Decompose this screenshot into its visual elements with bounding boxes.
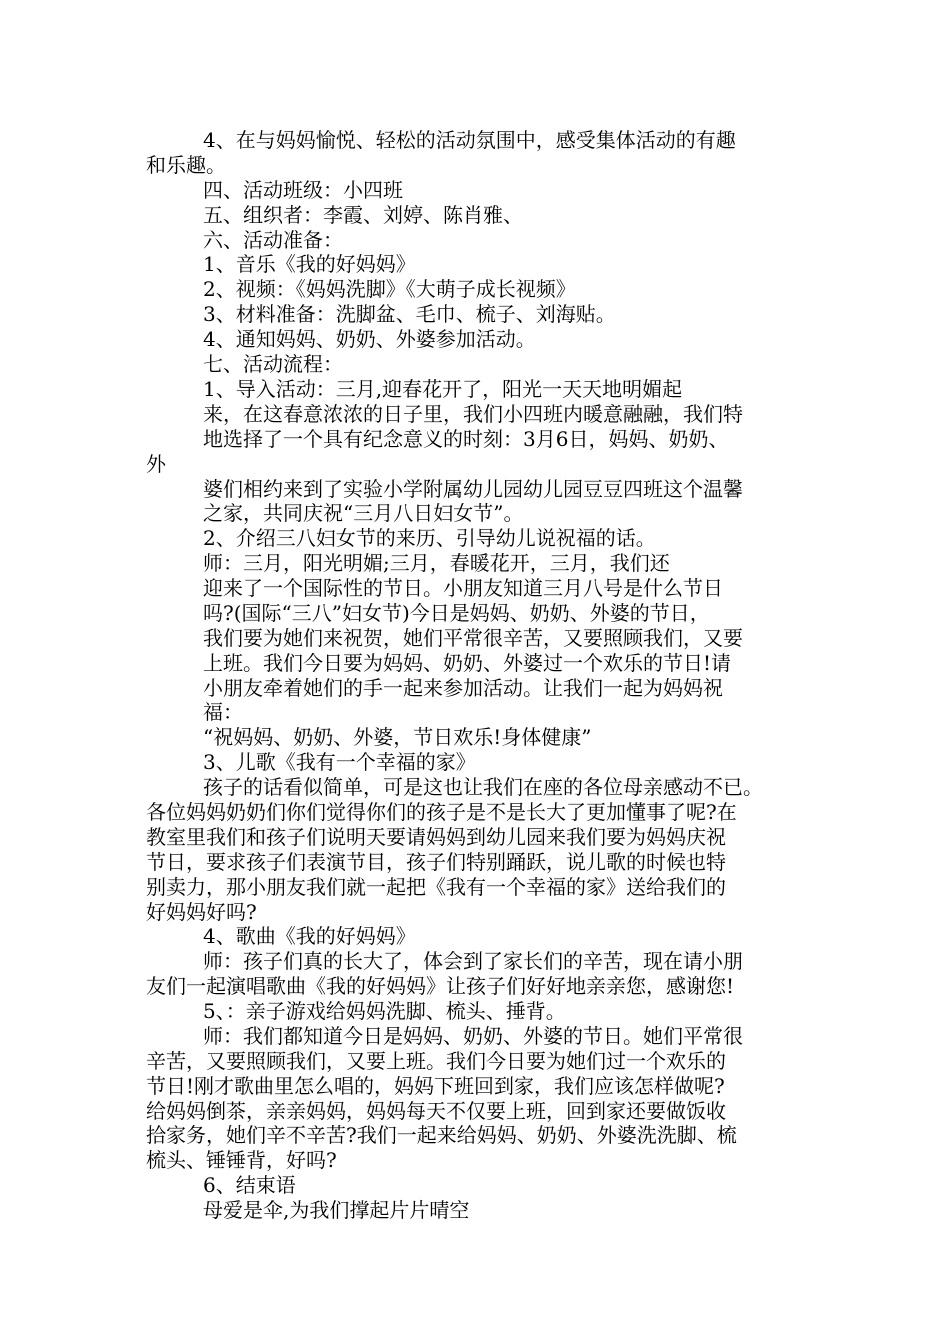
- text-line: 师：孩子们真的长大了，体会到了家长们的辛苦，现在请小朋: [203, 949, 743, 973]
- text-line: 母爱是伞,为我们撑起片片晴空: [203, 1198, 470, 1222]
- text-line: 各位妈妈奶奶们你们觉得你们的孩子是不是长大了更加懂事了呢?在: [146, 800, 737, 824]
- text-line: 和乐趣。: [146, 153, 226, 177]
- text-line: 五、组织者：李霞、刘婷、陈肖雅、: [203, 203, 523, 227]
- text-line: 给妈妈倒茶，亲亲妈妈，妈妈每天不仅要上班，回到家还要做饭收: [146, 1099, 726, 1123]
- text-line: 外: [146, 452, 166, 476]
- text-line: 2、介绍三八妇女节的来历、引导幼儿说祝福的话。: [203, 526, 656, 550]
- text-line: 5、：亲子游戏给妈妈洗脚、梳头、捶背。: [203, 999, 566, 1023]
- text-line: “祝妈妈、奶奶、外婆，节日欢乐!身体健康”: [203, 725, 592, 749]
- text-line: 地选择了一个具有纪念意义的时刻：3月6日，妈妈、奶奶、: [203, 427, 729, 451]
- text-line: 迎来了一个国际性的节日。小朋友知道三月八号是什么节日: [203, 576, 723, 600]
- text-line: 福：: [203, 700, 243, 724]
- text-line: 孩子的话看似简单，可是这也让我们在座的各位母亲感动不已。: [203, 775, 763, 799]
- text-line: 四、活动班级：小四班: [203, 178, 403, 202]
- text-line: 别卖力，那小朋友我们就一起把《我有一个幸福的家》送给我们的: [146, 875, 726, 899]
- text-line: 之家，共同庆祝“三月八日妇女节”。: [203, 501, 524, 525]
- text-line: 六、活动准备：: [203, 228, 343, 252]
- text-line: 节日!刚才歌曲里怎么唱的，妈妈下班回到家，我们应该怎样做呢?: [146, 1074, 725, 1098]
- text-line: 1、导入活动：三月,迎春花开了，阳光一天天地明媚起: [203, 377, 683, 401]
- text-line: 我们要为她们来祝贺，她们平常很辛苦，又要照顾我们，又要: [203, 626, 743, 650]
- text-line: 好妈妈好吗?: [146, 900, 257, 924]
- text-line: 2、视频：《妈妈洗脚》《大萌子成长视频》: [203, 277, 576, 301]
- text-line: 七、活动流程：: [203, 352, 343, 376]
- text-line: 婆们相约来到了实验小学附属幼儿园幼儿园豆豆四班这个温馨: [203, 477, 743, 501]
- text-line: 师：三月，阳光明媚;三月，春暖花开，三月，我们还: [203, 551, 670, 575]
- text-line: 3、材料准备：洗脚盆、毛巾、梳子、刘海贴。: [203, 302, 616, 326]
- text-line: 3、儿歌《我有一个幸福的家》: [203, 750, 476, 774]
- text-line: 1、音乐《我的好妈妈》: [203, 252, 416, 276]
- text-line: 吗?(国际“三八”妇女节)今日是妈妈、奶奶、外婆的节日，: [203, 601, 710, 625]
- text-line: 6、结束语: [203, 1173, 296, 1197]
- text-line: 辛苦，又要照顾我们，又要上班。我们今日要为她们过一个欢乐的: [146, 1049, 726, 1073]
- text-line: 4、在与妈妈愉悦、轻松的活动氛围中，感受集体活动的有趣: [203, 128, 736, 152]
- text-line: 师：我们都知道今日是妈妈、奶奶、外婆的节日。她们平常很: [203, 1024, 743, 1048]
- text-line: 4、歌曲《我的好妈妈》: [203, 924, 416, 948]
- text-line: 来，在这春意浓浓的日子里，我们小四班内暖意融融，我们特: [203, 402, 743, 426]
- text-line: 教室里我们和孩子们说明天要请妈妈到幼儿园来我们要为妈妈庆祝: [146, 825, 726, 849]
- text-line: 梳头、锤锤背，好吗?: [146, 1148, 337, 1172]
- text-line: 4、通知妈妈、奶奶、外婆参加活动。: [203, 327, 536, 351]
- text-line: 友们一起演唱歌曲《我的好妈妈》让孩子们好好地亲亲您，感谢您!: [146, 974, 735, 998]
- text-line: 小朋友牵着她们的手一起来参加活动。让我们一起为妈妈祝: [203, 676, 723, 700]
- text-line: 节日，要求孩子们表演节目，孩子们特别踊跃，说儿歌的时候也特: [146, 850, 726, 874]
- text-line: 拾家务，她们辛不辛苦?我们一起来给妈妈、奶奶、外婆洗洗脚、梳: [146, 1123, 737, 1147]
- text-line: 上班。我们今日要为妈妈、奶奶、外婆过一个欢乐的节日!请: [203, 651, 732, 675]
